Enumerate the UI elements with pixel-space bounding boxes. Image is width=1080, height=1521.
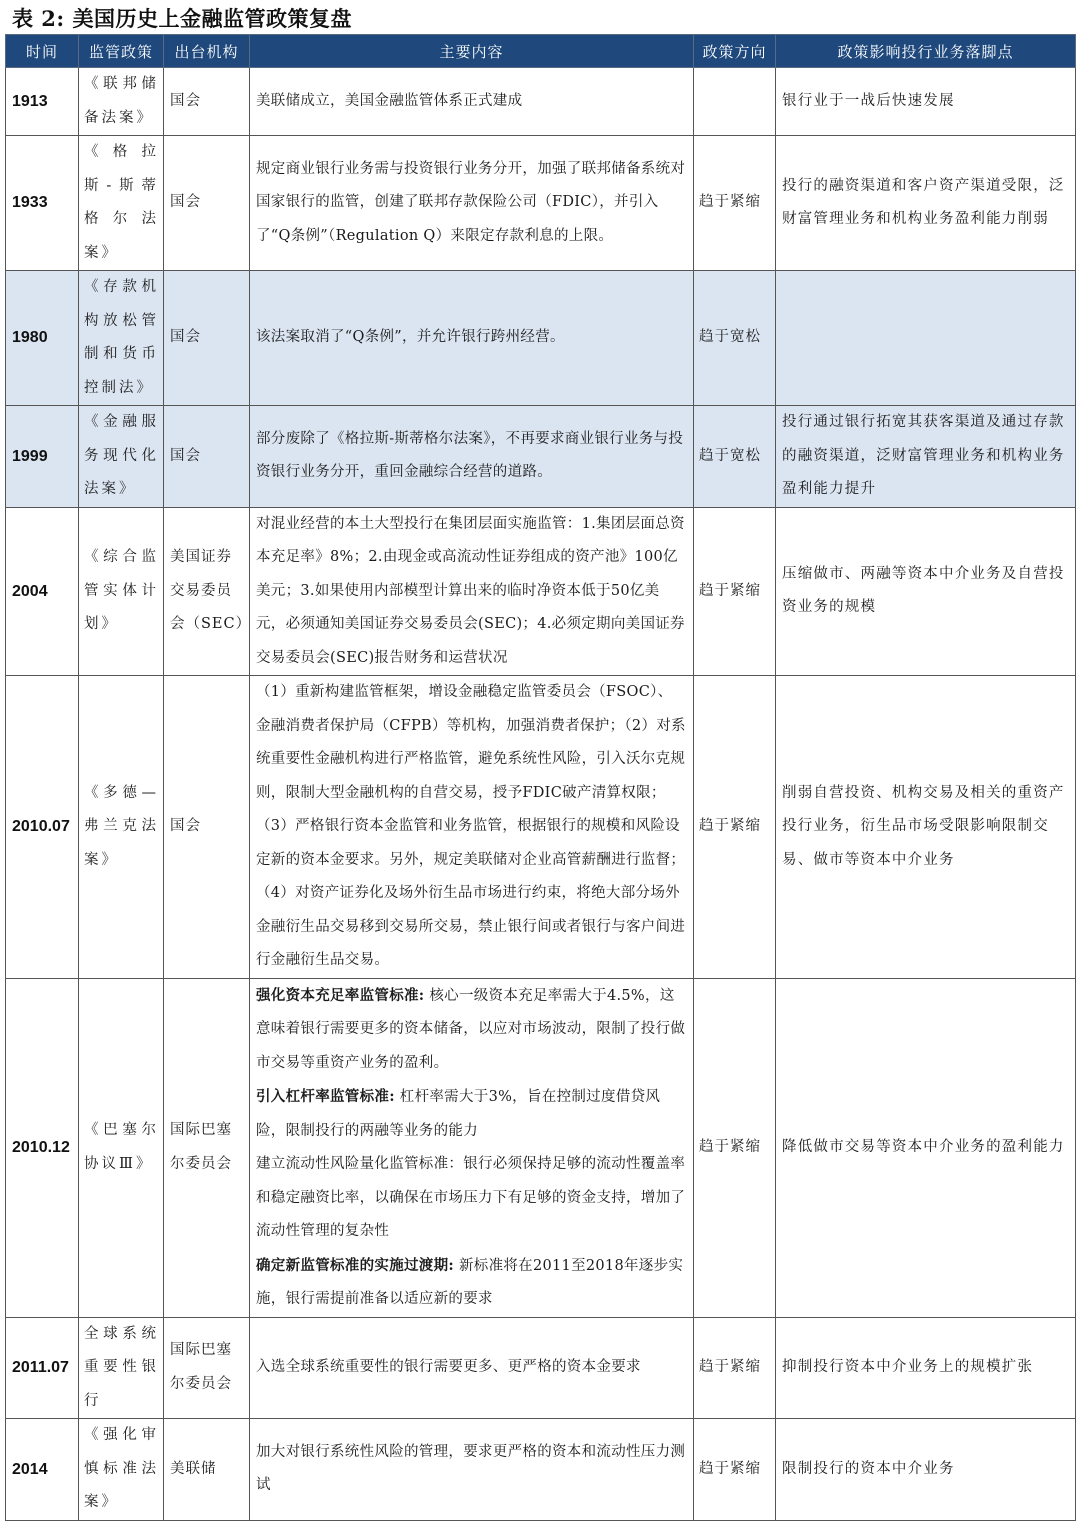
content-text: 美联储成立，美国金融监管体系正式建成 [256,92,523,109]
cell-direction: 趋于紧缩 [694,1317,776,1419]
header-content: 主要内容 [250,35,694,68]
content-paragraph [256,508,687,676]
cell-year: 2011.07 [6,1317,79,1419]
content-paragraph [256,153,687,254]
table-row [6,136,1076,271]
cell-direction: 趋于紧缩 [694,676,776,979]
cell-content [250,978,694,1317]
cell-year: 2010.12 [6,978,79,1317]
content-paragraph [256,423,687,490]
content-paragraph [256,1148,687,1249]
regulation-history-table [5,34,1076,1521]
cell-impact [776,271,1076,406]
cell-year: 2014 [6,1419,79,1521]
table-row [6,1419,1076,1521]
table-row [6,271,1076,406]
cell-policy: 《多德—弗兰克法案》 [79,676,164,979]
content-paragraph [256,1080,687,1148]
table-row [6,676,1076,979]
cell-impact: 银行业于一战后快速发展 [776,68,1076,136]
content-text: 杠杆率需大于3%，旨在控制过度借贷风险，限制投行的两融等业务的能力 [256,1089,661,1139]
cell-direction: 趋于宽松 [694,406,776,508]
table-row [6,406,1076,508]
content-text: 建立流动性风险量化监管标准：银行必须保持足够的流动性覆盖率和稳定融资比率，以确保在市场压力下有足够的资金支持，增加了流动性管理的复杂性 [256,1156,686,1239]
table-row [6,1317,1076,1419]
table-header-row [6,35,1076,68]
cell-direction: 趋于宽松 [694,271,776,406]
cell-agency: 国会 [164,676,250,979]
cell-impact: 削弱自营投资、机构交易及相关的重资产投行业务，衍生品市场受限影响限制交易、做市等资本中介业务 [776,676,1076,979]
content-text: 加大对银行系统性风险的管理，要求更严格的资本和流动性压力测试 [256,1443,686,1494]
cell-direction: 趋于紧缩 [694,1419,776,1521]
cell-impact: 投行的融资渠道和客户资产渠道受限，泛财富管理业务和机构业务盈利能力削弱 [776,136,1076,271]
cell-content [250,507,694,676]
table-body [6,68,1076,1521]
cell-agency: 美联储 [164,1419,250,1521]
content-paragraph [256,1351,687,1385]
content-text: 入选全球系统重要性的银行需要更多、更严格的资本金要求 [256,1359,641,1375]
cell-agency: 国会 [164,68,250,136]
cell-agency: 国会 [164,406,250,508]
header-time: 时间 [6,35,79,68]
content-bold-lead: 确定新监管标准的实施过渡期: [256,1256,455,1274]
cell-content [250,68,694,136]
content-paragraph [256,979,687,1081]
content-text: 该法案取消了“Q条例”，并允许银行跨州经营。 [256,329,565,346]
cell-content [250,406,694,508]
cell-agency: 国会 [164,271,250,406]
cell-policy: 《存款机构放松管制和货币控制法》 [79,271,164,406]
cell-impact: 抑制投行资本中介业务上的规模扩张 [776,1317,1076,1419]
table-title: 表 2: 美国历史上金融监管政策复盘 [12,6,352,31]
cell-impact: 限制投行的资本中介业务 [776,1419,1076,1521]
cell-policy: 《综合监管实体计划》 [79,507,164,676]
cell-agency: 国际巴塞尔委员会 [164,978,250,1317]
header-direction: 政策方向 [694,35,776,68]
cell-content [250,1317,694,1419]
cell-year: 1913 [6,68,79,136]
cell-impact: 投行通过银行拓宽其获客渠道及通过存款的融资渠道，泛财富管理业务和机构业务盈利能力提升 [776,406,1076,508]
cell-content [250,676,694,979]
table-row [6,978,1076,1317]
cell-impact: 降低做市交易等资本中介业务的盈利能力 [776,978,1076,1317]
content-paragraph [256,676,687,978]
cell-content [250,271,694,406]
cell-direction: 趋于紧缩 [694,507,776,676]
cell-direction [694,68,776,136]
content-text: 规定商业银行业务需与投资银行业务分开，加强了联邦储备系统对国家银行的监管，创建了联邦存款保险公司（FDIC），并引入了“Q条例”（Regulation Q）来限定存款利息的上限。 [256,160,686,244]
table-row [6,68,1076,136]
content-text: （1）重新构建监管框架，增设金融稳定监管委员会（FSOC）、金融消费者保护局（CFPB）等机构，加强消费者保护；（2）对系统重要性金融机构进行严格监管，避免系统性风险，引入沃尔克规则，限制大型金融机构的自营交易，授予FDIC破产清算权限；（3）严格银行资本金监管和业务监管，根据银行的规模和风险设定新的资本金要求。另外，规定美联储对企业高管薪酬进行监督；（4）对资产证券化及场外衍生品市场进行约束，将绝大部分场外金融衍生品交易移到交易所交易，禁止银行间或者银行与客户间进行金融衍生品交易。 [256,684,686,968]
content-text: 核心一级资本充足率需大于4.5%，这意味着银行需要更多的资本储备，以应对市场波动，限制了投行做市交易等重资产业务的盈利。 [256,987,686,1071]
content-text: 新标准将在2011至2018年逐步实施，银行需提前准备以适应新的要求 [256,1257,684,1307]
content-bold-lead: 强化资本充足率监管标准: [256,986,425,1004]
cell-policy: 全球系统重要性银行 [79,1317,164,1419]
cell-year: 1999 [6,406,79,508]
cell-impact: 压缩做市、两融等资本中介业务及自营投资业务的规模 [776,507,1076,676]
cell-policy: 《金融服务现代化法案》 [79,406,164,508]
cell-content [250,136,694,271]
cell-year: 1933 [6,136,79,271]
cell-year: 2010.07 [6,676,79,979]
content-bold-lead: 引入杠杆率监管标准: [256,1088,395,1105]
cell-direction: 趋于紧缩 [694,978,776,1317]
cell-policy: 《巴塞尔协议Ⅲ》 [79,978,164,1317]
content-text: 部分废除了《格拉斯-斯蒂格尔法案》，不再要求商业银行业务与投资银行业务分开，重回金融综合经营的道路。 [256,430,684,481]
cell-direction: 趋于紧缩 [694,136,776,271]
cell-content [250,1419,694,1521]
content-paragraph [256,321,687,355]
cell-policy: 《联邦储备法案》 [79,68,164,136]
content-text: 对混业经营的本土大型投行在集团层面实施监管：1.集团层面总资本充足率》8%；2.由现金或高流动性证券组成的资产池》100亿美元；3.如果使用内部模型计算出来的临时净资本低于50亿美元，必须通知美国证券交易委员会(SEC)；4.必须定期向美国证券交易委员会(SEC)报告财务和运营状况 [256,515,685,666]
content-paragraph [256,1436,687,1503]
cell-agency: 国际巴塞尔委员会 [164,1317,250,1419]
header-agency: 出台机构 [164,35,250,68]
content-paragraph [256,1249,687,1317]
cell-policy: 《格拉斯-斯蒂格尔法案》 [79,136,164,271]
table-row [6,507,1076,676]
cell-agency: 国会 [164,136,250,271]
cell-policy: 《强化审慎标准法案》 [79,1419,164,1521]
cell-year: 1980 [6,271,79,406]
content-paragraph [256,85,687,119]
header-policy: 监管政策 [79,35,164,68]
cell-agency: 美国证券交易委员会（SEC） [164,507,250,676]
header-impact: 政策影响投行业务落脚点 [776,35,1076,68]
cell-year: 2004 [6,507,79,676]
